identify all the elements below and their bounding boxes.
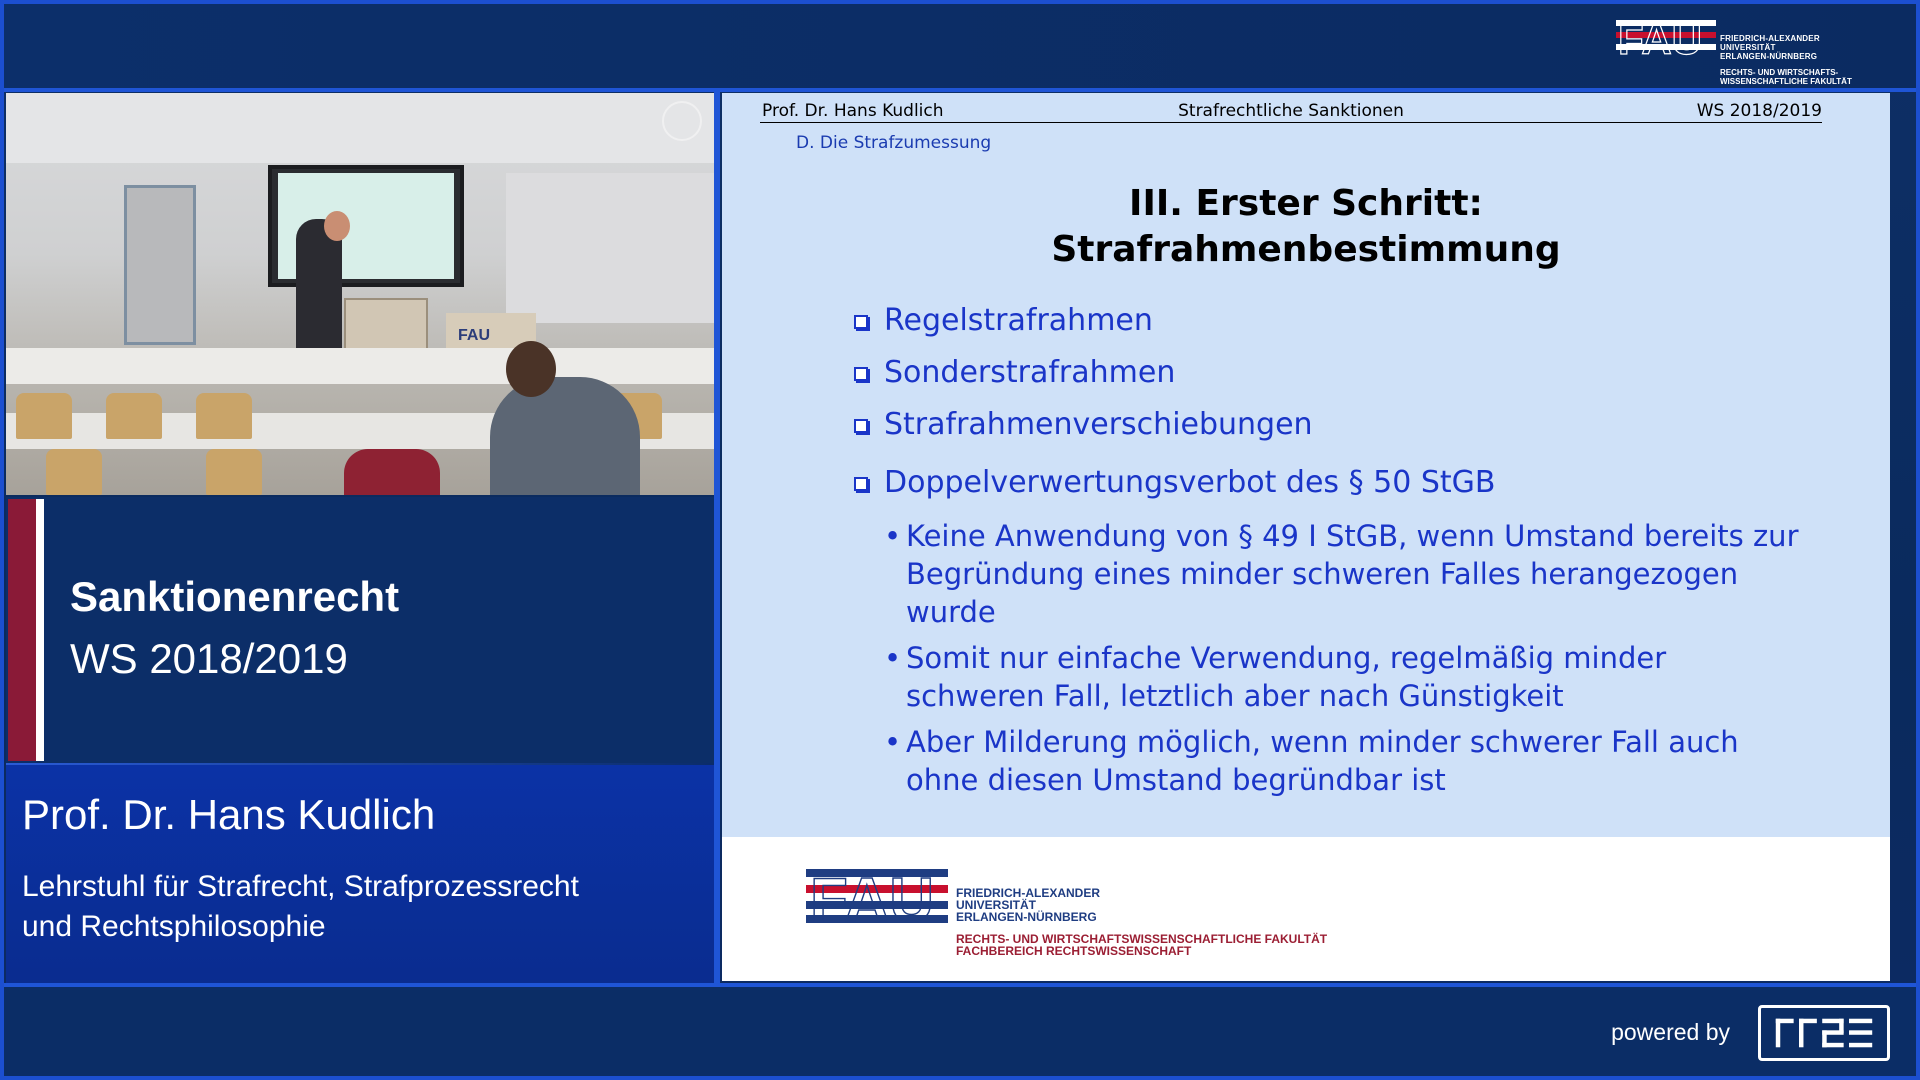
video-chair — [16, 393, 72, 439]
video-chair — [106, 393, 162, 439]
slide-sub-bullet: • Aber Milderung möglich, wenn minder schwerer Fall auch ohne diesen Umstand begründbar ist — [884, 725, 1739, 797]
slide-header-term: WS 2018/2019 — [1696, 101, 1822, 121]
fau-logo-mark — [806, 863, 948, 927]
checkbox-bullet-icon — [854, 419, 868, 433]
video-fau-sign: FAU — [458, 327, 490, 344]
checkbox-bullet-icon — [854, 315, 868, 329]
accent-bar-white — [36, 499, 44, 761]
slide-bullet: Sonderstrafrahmen — [850, 347, 1850, 399]
speaker-panel — [6, 765, 714, 983]
speaker-chair — [22, 867, 579, 947]
checkbox-bullet-icon — [854, 477, 868, 491]
divider-top — [4, 88, 1916, 92]
video-student-head — [506, 341, 556, 397]
slide-header-course: Strafrechtliche Sanktionen — [1178, 101, 1404, 121]
slide-header-author: Prof. Dr. Hans Kudlich — [762, 101, 944, 121]
slide-sub-bullet: • Keine Anwendung von § 49 I StGB, wenn Umstand bereits zur Begründung eines minder schweren Falles herangezogen wurde — [884, 519, 1799, 629]
slide-section: D. Die Strafzumessung — [796, 133, 992, 153]
slide-university-name: FRIEDRICH-ALEXANDER UNIVERSITÄT ERLANGEN-NÜRNBERG — [956, 886, 1100, 924]
bullet-dot-icon: • — [884, 519, 902, 553]
video-chair — [206, 449, 262, 495]
course-term: WS 2018/2019 — [70, 635, 348, 682]
divider-vertical — [714, 88, 720, 986]
fau-logo-top — [1616, 14, 1866, 86]
video-ceiling — [6, 93, 714, 163]
video-door — [124, 185, 196, 345]
slide-bullet-list — [850, 295, 1850, 799]
powered-by-label: powered by — [1611, 1019, 1730, 1045]
slide-fau-logo — [806, 863, 1366, 959]
course-title-panel — [6, 497, 714, 763]
video-wall — [506, 173, 714, 323]
fau-university-name: FRIEDRICH-ALEXANDER UNIVERSITÄT ERLANGEN-NÜRNBERG — [1720, 34, 1820, 61]
slide-faculty-name: RECHTS- UND WIRTSCHAFTSWISSENSCHAFTLICHE FAKULTÄT FACHBEREICH RECHTSWISSENSCHAFT — [956, 932, 1328, 958]
slide-sub-bullet: • Somit nur einfache Verwendung, regelmäßig minder schweren Fall, letztlich aber nach Günstigkeit — [884, 641, 1667, 713]
video-chair — [196, 393, 252, 439]
speaker-chair-line: und Rechtsphilosophie — [22, 910, 326, 943]
slide-title: III. Erster Schritt: Strafrahmenbestimmung — [1051, 183, 1561, 270]
rrze-logo-icon[interactable] — [1758, 1005, 1890, 1061]
slide-bullet: Strafrahmenverschiebungen — [850, 399, 1850, 451]
video-chair — [46, 449, 102, 495]
speaker-chair-line: Lehrstuhl für Strafrecht, Strafprozessrecht — [22, 870, 579, 903]
checkbox-bullet-icon — [854, 367, 868, 381]
slide-bullet: Doppelverwertungsverbot des § 50 StGB — [850, 457, 1850, 509]
accent-bar-red — [8, 499, 36, 761]
svg-text:FAU: FAU — [1618, 16, 1702, 58]
svg-text:FAU: FAU — [810, 866, 934, 927]
bullet-dot-icon: • — [884, 641, 902, 675]
slide-bullet: Regelstrafrahmen — [850, 295, 1850, 347]
lecture-slide — [722, 93, 1890, 981]
video-student — [490, 377, 640, 495]
video-lecturer-head — [324, 211, 350, 241]
lecture-video[interactable] — [6, 93, 714, 495]
speaker-name: Prof. Dr. Hans Kudlich — [22, 791, 436, 838]
slide-header — [760, 97, 1822, 123]
university-seal-icon — [662, 101, 702, 141]
fau-faculty-name: RECHTS- UND WIRTSCHAFTS- WISSENSCHAFTLICHE FAKULTÄT — [1720, 68, 1852, 86]
bottom-bar — [4, 987, 1916, 1076]
video-desk-row — [6, 348, 714, 384]
top-bar — [4, 4, 1916, 90]
fau-logo-mark — [1616, 16, 1716, 58]
video-red-chair — [344, 449, 440, 495]
course-title: Sanktionenrecht — [70, 573, 400, 620]
bullet-dot-icon: • — [884, 725, 902, 759]
